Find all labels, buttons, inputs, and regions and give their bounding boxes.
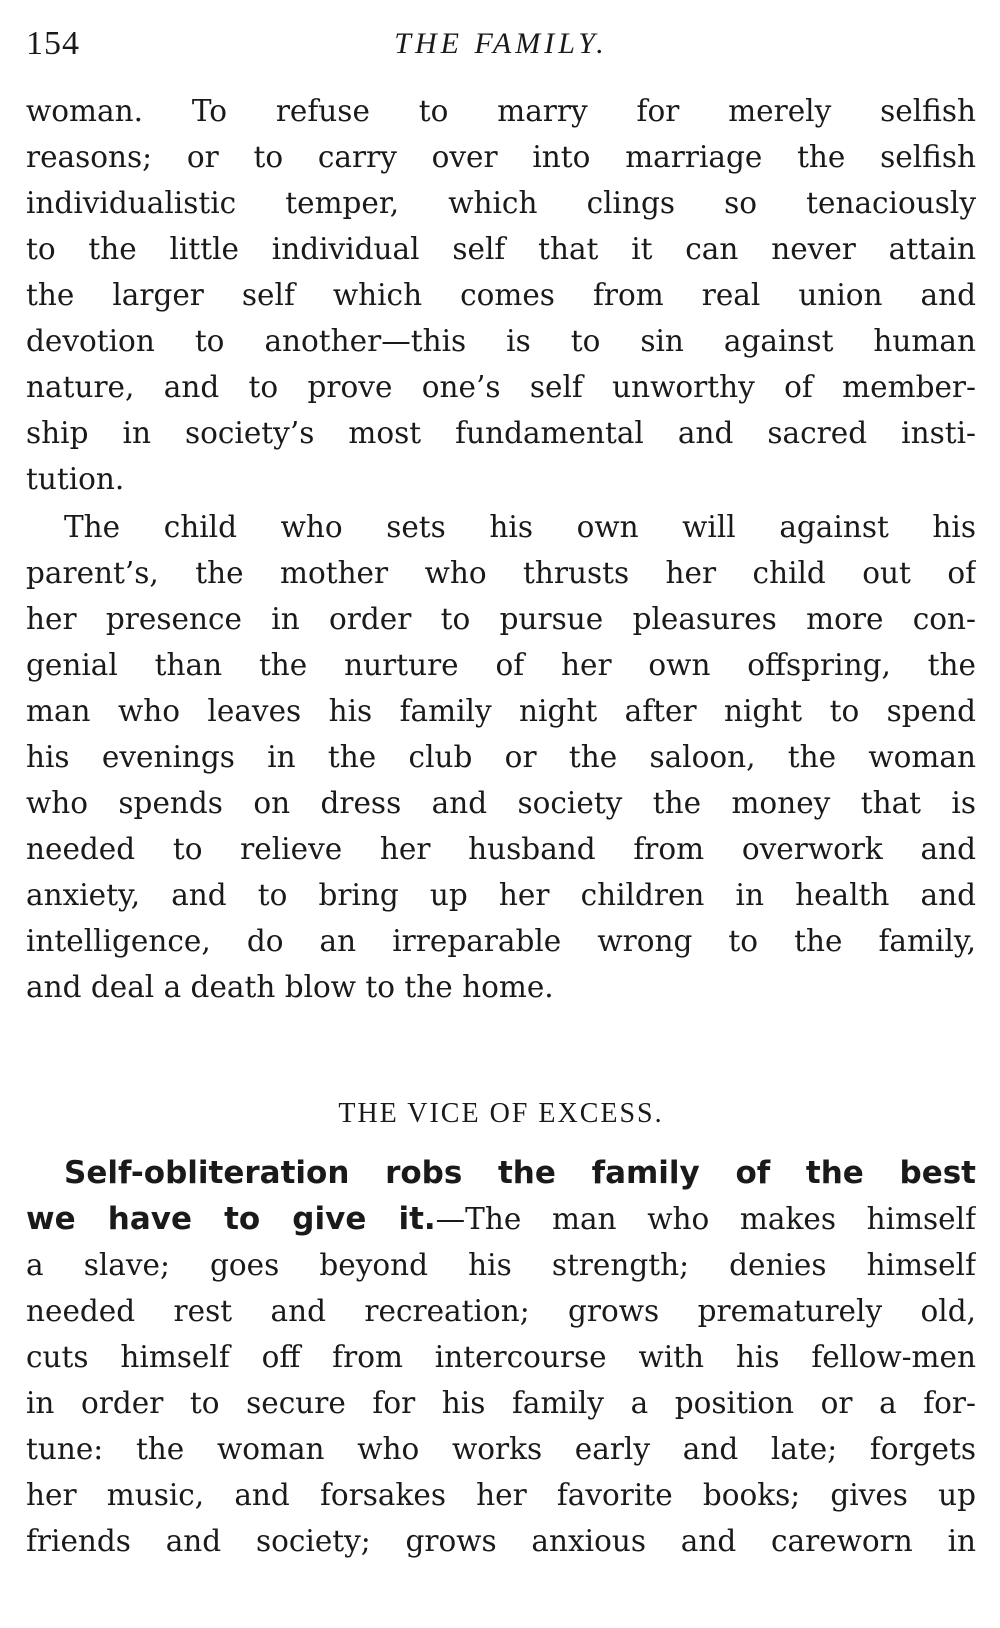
text-line: needed rest and recreation; grows prematurely old, [26, 1294, 976, 1328]
text-line: reasons; or to carry over into marriage the selfish [26, 140, 976, 174]
text-line: a slave; goes beyond his strength; denies himself [26, 1248, 976, 1282]
text-line: ship in society’s most fundamental and sacred insti- [26, 416, 976, 450]
text-line: cuts himself off from intercourse with his fellow-men [26, 1340, 976, 1374]
text-line: to the little individual self that it can never attain [26, 232, 976, 266]
text-line: her presence in order to pursue pleasures more con- [26, 602, 976, 636]
text-line: who spends on dress and society the money that is [26, 786, 976, 820]
text-line: needed to relieve her husband from overwork and [26, 832, 976, 866]
running-title: THE FAMILY. [394, 27, 608, 60]
text-line: in order to secure for his family a position or a for- [26, 1386, 976, 1420]
page-number: 154 [26, 25, 80, 62]
section-heading: THE VICE OF EXCESS. [338, 1098, 664, 1129]
text-line: devotion to another—this is to sin against human [26, 324, 976, 358]
text-line: man who leaves his family night after night to spend [26, 694, 976, 728]
text-line: tune: the woman who works early and late; forgets [26, 1432, 976, 1466]
text-line: tution. [26, 462, 125, 496]
body-text: —The man who makes himself [435, 1202, 976, 1236]
text-line: woman. To refuse to marry for merely selfish [26, 94, 976, 128]
text-line: The child who sets his own will against his [64, 510, 976, 544]
text-line: anxiety, and to bring up her children in health and [26, 878, 976, 912]
text-line: his evenings in the club or the saloon, the woman [26, 740, 976, 774]
text-line: her music, and forsakes her favorite books; gives up [26, 1478, 976, 1512]
text-line [26, 1196, 976, 1242]
text-line: intelligence, do an irreparable wrong to the family, [26, 924, 976, 958]
lead-heading-end: we have to give it. [26, 1201, 436, 1237]
lead-heading-text: Self-obliteration robs the family of the best [64, 1155, 976, 1191]
text-line: parent’s, the mother who thrusts her child out of [26, 556, 976, 590]
lead-heading-line [64, 1150, 976, 1196]
text-line: and deal a death blow to the home. [26, 970, 554, 1004]
text-line: the larger self which comes from real union and [26, 278, 976, 312]
text-line: friends and society; grows anxious and careworn in [26, 1524, 976, 1558]
text-line: genial than the nurture of her own offspring, the [26, 648, 976, 682]
text-line: individualistic temper, which clings so tenaciously [26, 186, 976, 220]
text-line: nature, and to prove one’s self unworthy of member- [26, 370, 976, 404]
running-head [26, 22, 976, 66]
